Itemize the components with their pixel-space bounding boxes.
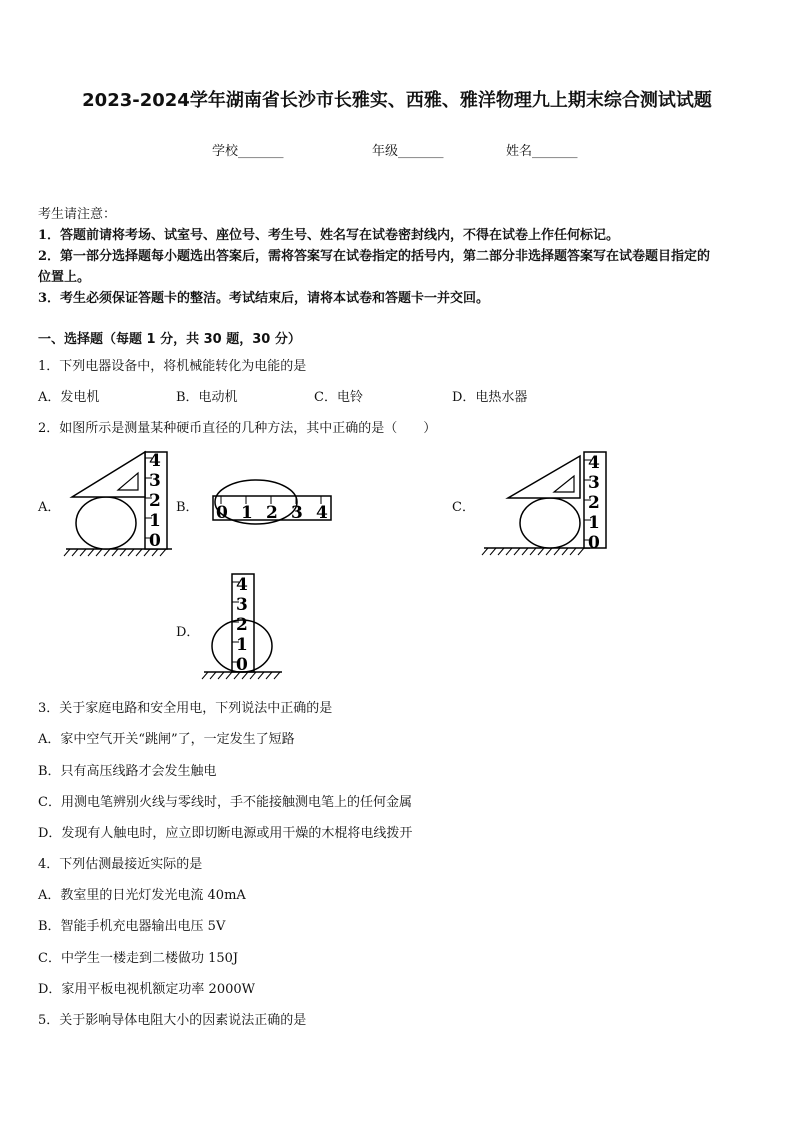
- figure-b: [205, 478, 335, 528]
- tick-label: 3: [236, 595, 248, 615]
- q3-option-b[interactable]: B．只有高压线路才会发生触电: [38, 764, 217, 779]
- q4-option-c[interactable]: C．中学生一楼走到二楼做功 150J: [38, 951, 239, 966]
- tick-label: 0: [149, 531, 161, 551]
- q1-option-d[interactable]: D．电热水器: [452, 390, 528, 405]
- q2-option-d[interactable]: D．: [176, 625, 200, 640]
- tick-label: 4: [236, 575, 248, 595]
- figure-c: [480, 450, 610, 558]
- q2-option-a[interactable]: A．: [38, 500, 61, 515]
- grade-field[interactable]: 年级_______: [372, 144, 444, 159]
- coin-shape: [76, 497, 136, 549]
- figure-a: [60, 448, 180, 558]
- tick-label: 3: [149, 471, 161, 491]
- coin-shape: [520, 498, 580, 548]
- school-field[interactable]: 学校_______: [212, 144, 284, 159]
- notice-heading: 考生请注意：: [38, 207, 117, 222]
- tick-label: 1: [241, 503, 253, 523]
- q4-option-d[interactable]: D．家用平板电视机额定功率 2000W: [38, 982, 256, 997]
- question-3-stem: 3．关于家庭电路和安全用电，下列说法中正确的是: [38, 701, 333, 716]
- section-heading: 一、选择题（每题 1 分，共 30 题，30 分）: [38, 332, 301, 347]
- notice-item: 3．考生必须保证答题卡的整洁。考试结束后，请将本试卷和答题卡一并交回。: [38, 291, 490, 306]
- q1-option-c[interactable]: C．电铃: [314, 390, 363, 405]
- question-2-stem: 2．如图所示是测量某种硬币直径的几种方法，其中正确的是（ ）: [38, 421, 437, 436]
- tick-label: 4: [149, 451, 161, 471]
- tick-label: 2: [266, 503, 278, 523]
- tick-label: 4: [316, 503, 328, 523]
- tick-label: 1: [149, 511, 161, 531]
- q4-option-b[interactable]: B．智能手机充电器输出电压 5V: [38, 919, 226, 934]
- tick-label: 4: [588, 453, 600, 473]
- tick-label: 0: [588, 533, 600, 553]
- tick-label: 3: [291, 503, 303, 523]
- q3-option-c[interactable]: C．用测电笔辨别火线与零线时，手不能接触测电笔上的任何金属: [38, 795, 412, 810]
- tick-label: 1: [236, 635, 248, 655]
- exam-title: 2023-2024学年湖南省长沙市长雅实、西雅、雅洋物理九上期末综合测试试题: [82, 90, 712, 111]
- q2-option-b[interactable]: B．: [176, 500, 199, 515]
- notice-item: 1．答题前请将考场、试室号、座位号、考生号、姓名写在试卷密封线内，不得在试卷上作任何标记。: [38, 228, 620, 243]
- tick-label: 0: [216, 503, 228, 523]
- tick-label: 0: [236, 655, 248, 675]
- question-4-stem: 4．下列估测最接近实际的是: [38, 857, 203, 872]
- tick-label: 2: [149, 491, 161, 511]
- q1-option-a[interactable]: A．发电机: [38, 390, 100, 405]
- q1-option-b[interactable]: B．电动机: [176, 390, 238, 405]
- tick-label: 1: [588, 513, 600, 533]
- q4-option-a[interactable]: A．教室里的日光灯发光电流 40mA: [38, 888, 246, 903]
- figure-d: [200, 570, 290, 682]
- q3-option-d[interactable]: D．发现有人触电时，应立即切断电源或用干燥的木棍将电线拨开: [38, 826, 413, 841]
- question-5-stem: 5．关于影响导体电阻大小的因素说法正确的是: [38, 1013, 307, 1028]
- tick-label: 2: [236, 615, 248, 635]
- notice-item: 2．第一部分选择题每小题选出答案后，需将答案写在试卷指定的括号内，第二部分非选择题答案写在试卷题目指定的: [38, 249, 711, 264]
- tick-label: 3: [588, 473, 600, 493]
- notice-item: 位置上。: [38, 270, 91, 285]
- question-1-stem: 1．下列电器设备中，将机械能转化为电能的是: [38, 359, 307, 374]
- tick-label: 2: [588, 493, 600, 513]
- q2-option-c[interactable]: C．: [452, 500, 475, 515]
- q3-option-a[interactable]: A．家中空气开关“跳闸”了，一定发生了短路: [38, 732, 295, 747]
- name-field[interactable]: 姓名_______: [506, 144, 578, 159]
